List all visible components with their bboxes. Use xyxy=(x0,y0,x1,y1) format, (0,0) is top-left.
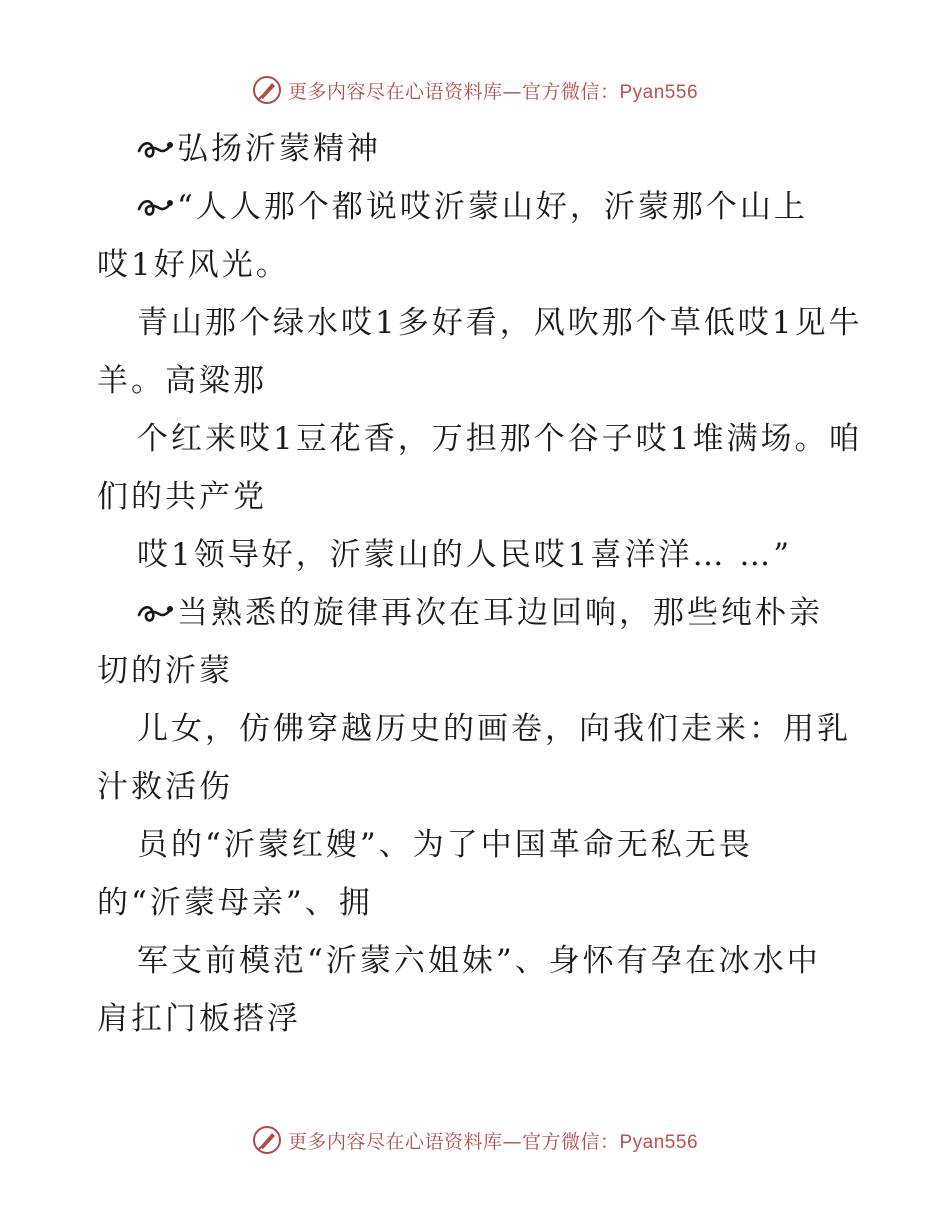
feather-pen-seal-icon xyxy=(252,75,282,105)
curly-flourish-icon xyxy=(137,137,175,161)
curly-flourish-icon xyxy=(137,195,175,219)
feather-pen-seal-icon xyxy=(252,1125,282,1155)
text-line xyxy=(97,642,857,700)
text-line-content: 弘扬沂蒙精神 xyxy=(177,131,381,167)
text-line xyxy=(97,990,857,1048)
text-line-content: 肩扛门板搭浮 xyxy=(97,1001,301,1037)
text-line-content: 羊。高粱那 xyxy=(97,363,267,399)
text-line xyxy=(97,526,857,584)
text-line-content: 们的共产党 xyxy=(97,479,267,515)
curly-flourish-icon xyxy=(137,601,175,625)
text-line-content: 切的沂蒙 xyxy=(97,653,233,689)
text-line xyxy=(97,352,857,410)
text-line-content: 儿女，仿佛穿越历史的画卷，向我们走来：用乳 xyxy=(137,711,851,747)
text-line xyxy=(97,758,857,816)
watermark-wechat-id: Pyan556 xyxy=(619,81,699,103)
text-line xyxy=(97,236,857,294)
text-line xyxy=(97,294,863,352)
footer-watermark xyxy=(0,1120,950,1160)
text-line-content: “人人那个都说哎沂蒙山好，沂蒙那个山上 xyxy=(177,189,808,225)
text-line xyxy=(97,584,857,642)
watermark-wechat-id: Pyan556 xyxy=(619,1131,699,1153)
watermark-text: 更多内容尽在心语资料库—官方微信：Pyan556 xyxy=(287,80,699,103)
text-line-content: 哎1好风光。 xyxy=(97,247,290,283)
text-line xyxy=(97,816,857,874)
header-watermark xyxy=(0,70,950,110)
watermark-text: 更多内容尽在心语资料库—官方微信：Pyan556 xyxy=(287,1130,699,1153)
text-line xyxy=(97,468,857,526)
text-line-content: 青山那个绿水哎1多好看，风吹那个草低哎1见牛 xyxy=(137,305,863,341)
text-line-content: 的“沂蒙母亲”、拥 xyxy=(97,885,373,921)
text-line xyxy=(97,178,857,236)
text-line xyxy=(97,932,857,990)
text-line-content: 军支前模范“沂蒙六姐妹”、身怀有孕在冰水中 xyxy=(137,943,821,979)
text-line-content: 当熟悉的旋律再次在耳边回响，那些纯朴亲 xyxy=(177,595,823,631)
text-line xyxy=(97,410,863,468)
text-line-content: 汁救活伤 xyxy=(97,769,233,805)
text-line-content: 个红来哎1豆花香，万担那个谷子哎1堆满场。咱 xyxy=(137,421,863,457)
document-body xyxy=(97,120,863,1048)
text-line xyxy=(97,700,857,758)
text-line xyxy=(97,874,857,932)
text-line xyxy=(97,120,857,178)
text-line-content: 员的“沂蒙红嫂”、为了中国革命无私无畏 xyxy=(137,827,753,863)
text-line-content: 哎1领导好，沂蒙山的人民哎1喜洋洋… …” xyxy=(137,537,793,573)
